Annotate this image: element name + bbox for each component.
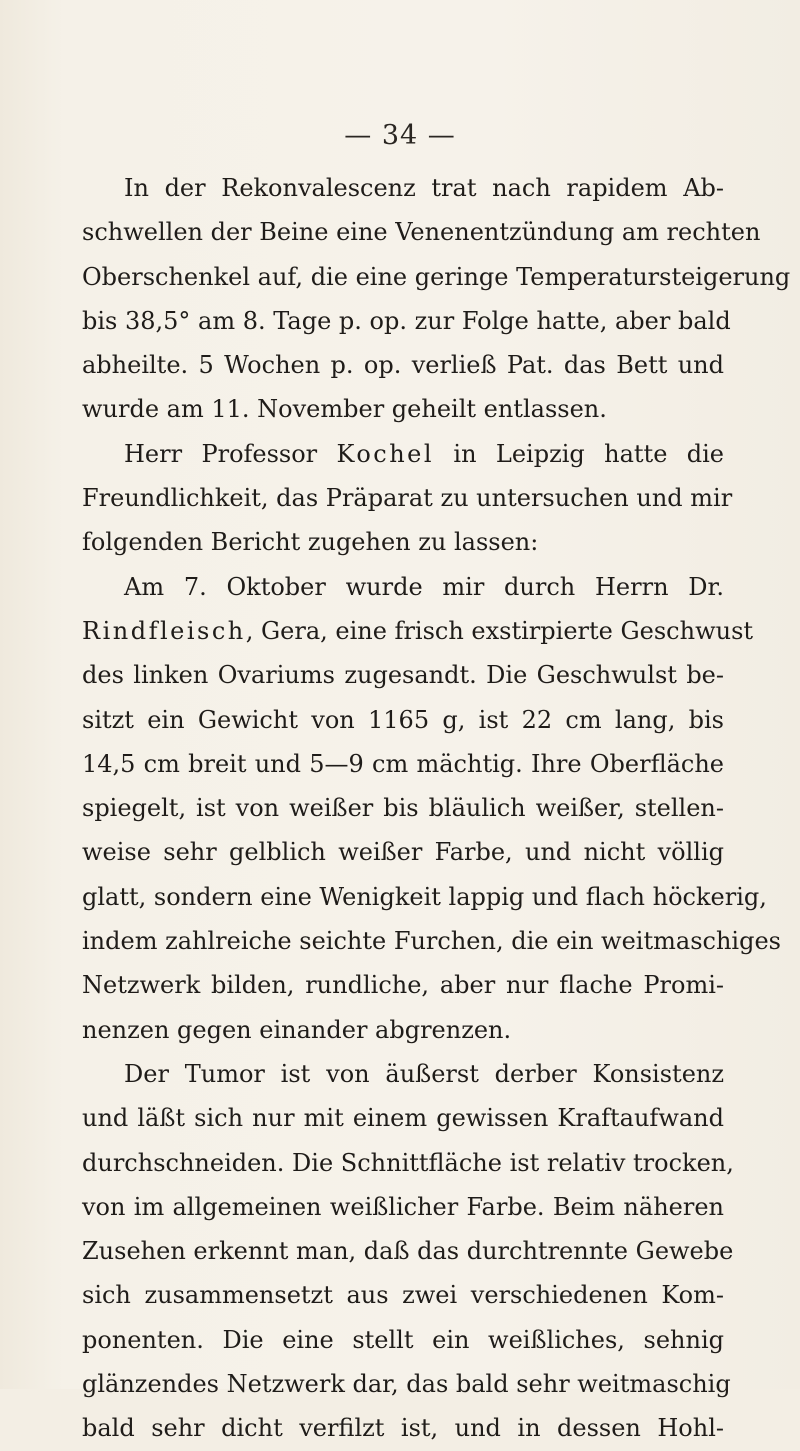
text-line: spiegelt, ist von weißer bis bläulich weißer, stellen- [82, 794, 724, 823]
text-line: von im allgemeinen weißlicher Farbe. Beim näheren [82, 1192, 724, 1221]
text-line: Zusehen erkennt man, daß das durchtrennte Gewebe [82, 1237, 734, 1266]
text-line [82, 609, 754, 653]
text-line: Netzwerk bilden, rundliche, aber nur flache Promi- [82, 971, 724, 1000]
text-line: bald sehr dicht verfilzt ist, und in dessen Hohl- [82, 1414, 724, 1443]
text-line: Der Tumor ist von äußerst derber Konsistenz [124, 1059, 724, 1088]
author-name-spaced: Rindfleisch [82, 616, 246, 645]
text-line: weise sehr gelblich weißer Farbe, und nicht völlig [82, 838, 724, 867]
body-text [82, 166, 791, 1451]
text-line: ponenten. Die eine stellt ein weißliches, sehnig [82, 1325, 724, 1354]
text-line: nenzen gegen einander abgrenzen. [82, 1015, 512, 1044]
text-line: folgenden Bericht zugehen zu lassen: [82, 528, 539, 557]
text-line: 14,5 cm breit und 5—9 cm mächtig. Ihre Oberfläche [82, 749, 724, 778]
text-line: Oberschenkel auf, die eine geringe Temperatursteigerung [82, 262, 791, 291]
page-number: — 34 — [344, 120, 456, 151]
text-line: schwellen der Beine eine Venenentzündung am rechten [82, 218, 761, 247]
text-line: wurde am 11. November geheilt entlassen. [82, 395, 607, 424]
text-line: Am 7. Oktober wurde mir durch Herrn Dr. [124, 572, 724, 601]
text-line [82, 432, 724, 476]
text-line: durchschneiden. Die Schnittfläche ist relativ trocken, [82, 1148, 734, 1177]
text-line: sich zusammensetzt aus zwei verschiedenen Kom- [82, 1281, 724, 1310]
text-line: abheilte. 5 Wochen p. op. verließ Pat. das Bett und [82, 351, 724, 380]
text-segment: Herr Professor [124, 439, 337, 468]
text-line: bis 38,5° am 8. Tage p. op. zur Folge hatte, aber bald [82, 306, 731, 335]
author-name-spaced: Kochel [336, 439, 435, 468]
text-line: des linken Ovariums zugesandt. Die Geschwulst be- [82, 661, 724, 690]
text-line: sitzt ein Gewicht von 1165 g, ist 22 cm lang, bis [82, 705, 724, 734]
text-line: glänzendes Netzwerk dar, das bald sehr weitmaschig [82, 1370, 731, 1399]
text-segment: , Gera, eine frisch exstirpierte Geschwust [245, 616, 754, 645]
text-line: indem zahlreiche seichte Furchen, die ein weitmaschiges [82, 927, 781, 956]
text-segment: in Leipzig hatte die [434, 439, 725, 468]
text-line: Freundlichkeit, das Präparat zu untersuchen und mir [82, 484, 733, 513]
text-line: und läßt sich nur mit einem gewissen Kraftaufwand [82, 1104, 724, 1133]
text-line: In der Rekonvalescenz trat nach rapidem Ab- [124, 174, 724, 202]
text-line: glatt, sondern eine Wenigkeit lappig und flach höckerig, [82, 882, 767, 911]
